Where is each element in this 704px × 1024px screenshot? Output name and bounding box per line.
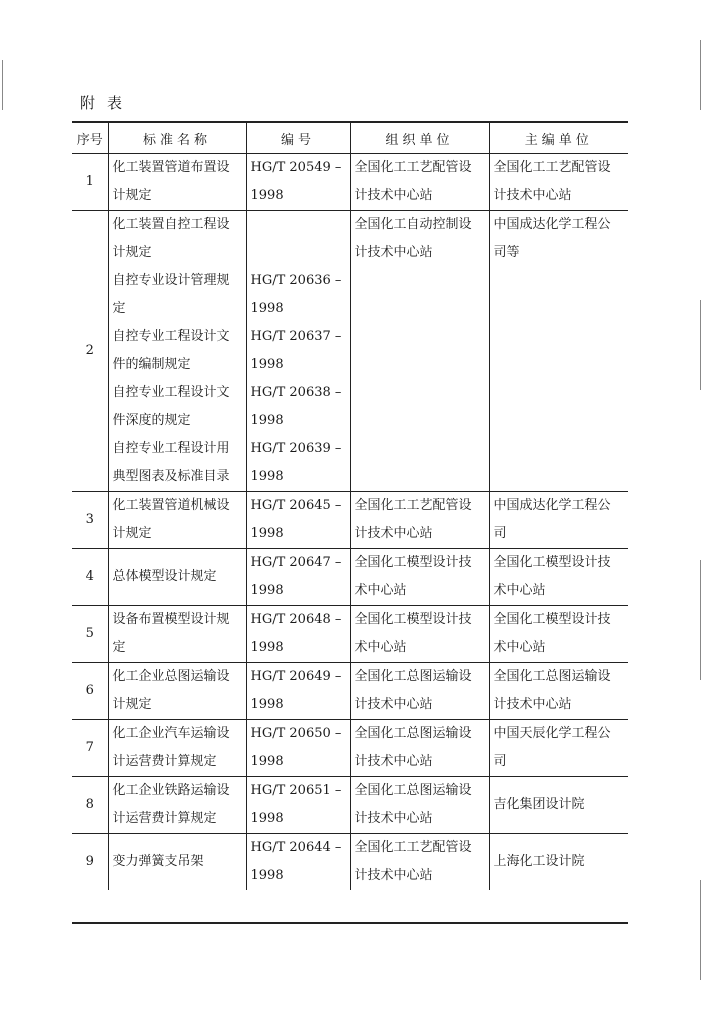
- cell-organizing-unit: [350, 549, 489, 606]
- cell-chief-editor-unit: [489, 492, 628, 549]
- table-row: [72, 777, 628, 834]
- scan-edge-mark: [700, 40, 701, 110]
- cell-standard-name-line: 典型图表及标准目录: [112, 469, 230, 484]
- cell-code-line: 1998: [250, 583, 284, 598]
- cell-standard-name: [108, 834, 246, 891]
- cell-standard-name-line: 定: [112, 640, 126, 655]
- cell-code-line: [251, 211, 346, 239]
- cell-code-line: HG/T 20637 –: [250, 329, 342, 344]
- cell-serial-no: 2: [72, 211, 108, 492]
- cell-organizing-unit-line: 计技术中心站: [354, 526, 433, 541]
- cell-standard-name: [108, 663, 246, 720]
- cell-standard-name-line: 总体模型设计规定: [112, 569, 217, 584]
- cell-chief-editor-unit-line: 中国成达化学工程公: [493, 498, 611, 513]
- cell-standard-name: [108, 720, 246, 777]
- table-row: [72, 154, 628, 211]
- cell-organizing-unit-line: 全国化工工艺配管设: [354, 160, 472, 175]
- header-organizing-unit: 组织单位: [350, 123, 489, 154]
- header-chief-editor-unit: 主编单位: [489, 123, 628, 154]
- cell-organizing-unit-line: 全国化工模型设计技: [354, 612, 472, 627]
- table-row: [72, 492, 628, 549]
- cell-organizing-unit-line: 全国化工工艺配管设: [354, 498, 472, 513]
- cell-standard-name-line: 计运营费计算规定: [112, 811, 217, 826]
- cell-code: [246, 663, 350, 720]
- cell-chief-editor-unit-line: 全国化工模型设计技: [493, 555, 611, 570]
- cell-standard-name-line: 化工装置自控工程设: [112, 217, 230, 232]
- cell-standard-name: [108, 606, 246, 663]
- cell-code-line: HG/T 20639 –: [250, 441, 342, 456]
- cell-serial-no: 8: [72, 777, 108, 834]
- cell-code-line: 1998: [250, 413, 284, 428]
- cell-organizing-unit: [350, 720, 489, 777]
- cell-standard-name: [108, 492, 246, 549]
- cell-chief-editor-unit-line: 全国化工模型设计技: [493, 612, 611, 627]
- cell-chief-editor-unit: [489, 720, 628, 777]
- cell-standard-name: [108, 777, 246, 834]
- cell-organizing-unit-line: 全国化工模型设计技: [354, 555, 472, 570]
- table-row: [72, 720, 628, 777]
- cell-chief-editor-unit-line: 司等: [493, 245, 520, 260]
- cell-organizing-unit: [350, 154, 489, 211]
- cell-organizing-unit-line: 全国化工总图运输设: [354, 726, 472, 741]
- cell-standard-name-line: 自控专业工程设计文: [112, 385, 230, 400]
- cell-serial-no: 9: [72, 834, 108, 891]
- scan-edge-mark: [700, 560, 701, 680]
- cell-code-line: HG/T 20549 –: [250, 160, 342, 175]
- cell-organizing-unit: [350, 211, 489, 492]
- cell-code-line: 1998: [250, 697, 284, 712]
- cell-code-line: HG/T 20650 –: [250, 726, 342, 741]
- cell-standard-name-line: 化工企业总图运输设: [112, 669, 230, 684]
- cell-standard-name-line: 计规定: [112, 188, 152, 203]
- cell-chief-editor-unit-line: 中国天辰化学工程公: [493, 726, 611, 741]
- cell-code-line: HG/T 20647 –: [250, 555, 342, 570]
- cell-code-line: 1998: [250, 811, 284, 826]
- cell-organizing-unit-line: 计技术中心站: [354, 188, 433, 203]
- cell-standard-name-line: 化工企业铁路运输设: [112, 783, 230, 798]
- cell-organizing-unit: [350, 663, 489, 720]
- cell-chief-editor-unit-line: 中国成达化学工程公: [493, 217, 611, 232]
- cell-organizing-unit-line: 全国化工总图运输设: [354, 669, 472, 684]
- cell-organizing-unit-line: 计技术中心站: [354, 868, 433, 883]
- cell-standard-name-line: 计运营费计算规定: [112, 754, 217, 769]
- cell-organizing-unit-line: 计技术中心站: [354, 697, 433, 712]
- cell-chief-editor-unit-line: 术中心站: [493, 640, 546, 655]
- cell-organizing-unit: [350, 606, 489, 663]
- cell-standard-name-line: 化工装置管道机械设: [112, 498, 230, 513]
- cell-code-line: HG/T 20645 –: [250, 498, 342, 513]
- scan-edge-mark: [2, 60, 3, 110]
- cell-code-line: HG/T 20638 –: [250, 385, 342, 400]
- header-serial-no: 序号: [72, 123, 108, 154]
- table-bottom-rule: [72, 922, 628, 924]
- cell-serial-no: 5: [72, 606, 108, 663]
- cell-code-line: 1998: [250, 357, 284, 372]
- cell-organizing-unit-line: 术中心站: [354, 640, 407, 655]
- cell-organizing-unit-line: 全国化工自动控制设: [354, 217, 472, 232]
- cell-standard-name-line: 自控专业工程设计用: [112, 441, 230, 456]
- header-code: 编号: [246, 123, 350, 154]
- cell-code-line: HG/T 20651 –: [250, 783, 342, 798]
- cell-organizing-unit-line: 计技术中心站: [354, 754, 433, 769]
- cell-chief-editor-unit: [489, 834, 628, 891]
- table-row: [72, 834, 628, 891]
- cell-organizing-unit-line: 术中心站: [354, 583, 407, 598]
- cell-serial-no: 4: [72, 549, 108, 606]
- cell-chief-editor-unit: [489, 549, 628, 606]
- cell-serial-no: 3: [72, 492, 108, 549]
- cell-chief-editor-unit-line: 全国化工工艺配管设: [493, 160, 611, 175]
- cell-standard-name-line: 自控专业工程设计文: [112, 329, 230, 344]
- cell-code-line: 1998: [250, 469, 284, 484]
- cell-code-line: 1998: [250, 640, 284, 655]
- table-header-row: [72, 123, 628, 154]
- cell-code-line: 1998: [250, 301, 284, 316]
- cell-code-line: 1998: [250, 526, 284, 541]
- cell-standard-name-line: 件深度的规定: [112, 413, 191, 428]
- cell-code-line: 1998: [250, 188, 284, 203]
- cell-code: [246, 834, 350, 891]
- cell-standard-name: [108, 154, 246, 211]
- cell-chief-editor-unit: [489, 663, 628, 720]
- cell-organizing-unit-line: 计技术中心站: [354, 245, 433, 260]
- cell-code-line: HG/T 20636 –: [250, 273, 342, 288]
- cell-code: [246, 549, 350, 606]
- cell-chief-editor-unit-line: 司: [493, 526, 507, 541]
- cell-organizing-unit: [350, 492, 489, 549]
- header-standard-name: 标准名称: [108, 123, 246, 154]
- cell-standard-name-line: 件的编制规定: [112, 357, 191, 372]
- cell-chief-editor-unit: [489, 777, 628, 834]
- cell-standard-name-line: 计规定: [112, 697, 152, 712]
- table-body: [72, 154, 628, 891]
- cell-chief-editor-unit-line: 计技术中心站: [493, 697, 572, 712]
- cell-standard-name-line: 定: [112, 301, 126, 316]
- cell-code: [246, 492, 350, 549]
- cell-organizing-unit-line: 全国化工工艺配管设: [354, 840, 472, 855]
- cell-code-line: [251, 239, 346, 267]
- cell-serial-no: 7: [72, 720, 108, 777]
- cell-chief-editor-unit-line: 司: [493, 754, 507, 769]
- scan-edge-mark: [700, 300, 701, 390]
- cell-chief-editor-unit-line: 计技术中心站: [493, 188, 572, 203]
- table-row: [72, 606, 628, 663]
- cell-code: [246, 154, 350, 211]
- page-title: 附表: [80, 94, 135, 112]
- cell-organizing-unit-line: 计技术中心站: [354, 811, 433, 826]
- cell-chief-editor-unit-line: 吉化集团设计院: [493, 797, 585, 812]
- cell-chief-editor-unit-line: 上海化工设计院: [493, 854, 585, 869]
- standards-table: [72, 123, 628, 890]
- cell-chief-editor-unit-line: 全国化工总图运输设: [493, 669, 611, 684]
- cell-code: [246, 777, 350, 834]
- scan-edge-mark: [700, 880, 701, 980]
- cell-code-line: 1998: [250, 868, 284, 883]
- cell-serial-no: 6: [72, 663, 108, 720]
- cell-standard-name-line: 设备布置模型设计规: [112, 612, 230, 627]
- cell-chief-editor-unit: [489, 211, 628, 492]
- cell-code-line: HG/T 20644 –: [250, 840, 342, 855]
- cell-code-line: HG/T 20648 –: [250, 612, 342, 627]
- cell-standard-name-line: 化工装置管道布置设: [112, 160, 230, 175]
- cell-chief-editor-unit-line: 术中心站: [493, 583, 546, 598]
- cell-organizing-unit: [350, 834, 489, 891]
- cell-code: [246, 606, 350, 663]
- cell-code-line: HG/T 20649 –: [250, 669, 342, 684]
- cell-code: [246, 211, 350, 492]
- table-row: [72, 549, 628, 606]
- cell-standard-name: [108, 549, 246, 606]
- cell-code-line: 1998: [250, 754, 284, 769]
- table-row: [72, 663, 628, 720]
- cell-standard-name: [108, 211, 246, 492]
- cell-organizing-unit: [350, 777, 489, 834]
- cell-serial-no: 1: [72, 154, 108, 211]
- cell-standard-name-line: 计规定: [112, 526, 152, 541]
- cell-organizing-unit-line: 全国化工总图运输设: [354, 783, 472, 798]
- cell-standard-name-line: 化工企业汽车运输设: [112, 726, 230, 741]
- cell-code: [246, 720, 350, 777]
- cell-standard-name-line: 变力弹簧支吊架: [112, 854, 204, 869]
- cell-chief-editor-unit: [489, 154, 628, 211]
- cell-chief-editor-unit: [489, 606, 628, 663]
- cell-standard-name-line: 计规定: [112, 245, 152, 260]
- table-row: [72, 211, 628, 492]
- cell-standard-name-line: 自控专业设计管理规: [112, 273, 230, 288]
